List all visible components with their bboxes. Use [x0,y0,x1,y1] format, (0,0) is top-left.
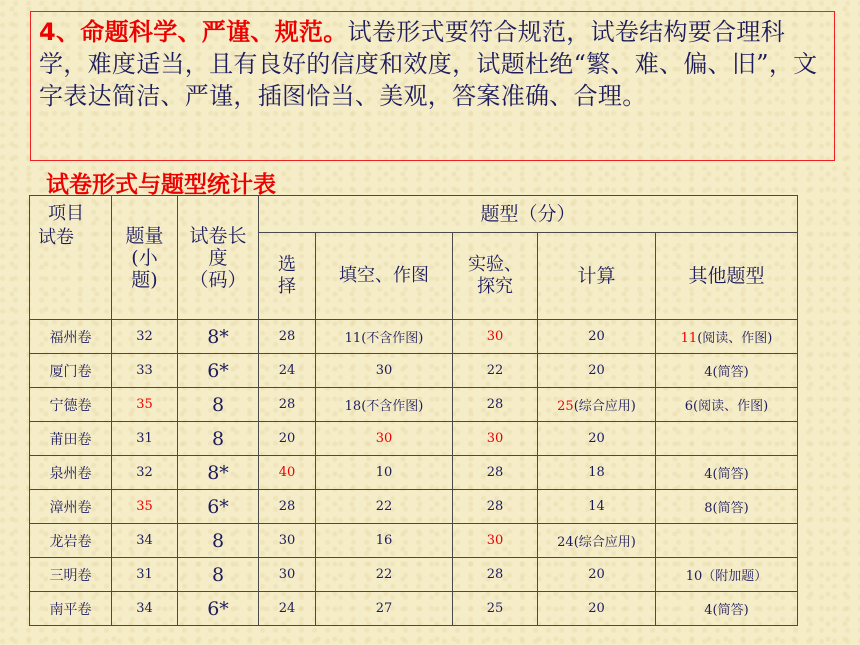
table-row [30,354,798,388]
row-count: 35 [112,388,178,422]
row-count: 32 [112,320,178,354]
row-fill: 30 [316,354,453,388]
row-name: 漳州卷 [30,490,112,524]
row-name: 泉州卷 [30,456,112,490]
header-types-group: 题型（分） [259,196,798,233]
row-other: 6(阅读、作图) [656,388,798,422]
row-calc: 24(综合应用) [538,524,656,558]
table-title: 试卷形式与题型统计表 [46,172,276,198]
intro-text-box [30,11,835,161]
row-count: 31 [112,558,178,592]
corner-bottom: 试卷 [38,227,74,248]
row-length: 6* [178,490,259,524]
row-fill: 11(不含作图) [316,320,453,354]
header-experiment: 实验、探究 [453,233,538,320]
row-experiment: 28 [453,388,538,422]
table-row [30,524,798,558]
row-count: 35 [112,490,178,524]
row-other [656,422,798,456]
row-fill: 22 [316,558,453,592]
row-length: 8* [178,320,259,354]
row-experiment: 25 [453,592,538,626]
row-choice: 28 [259,388,316,422]
row-count: 34 [112,524,178,558]
row-name: 厦门卷 [30,354,112,388]
row-calc [538,388,656,422]
header-length: 试卷长度（码） [178,196,259,320]
row-choice: 24 [259,592,316,626]
row-length: 8 [178,388,259,422]
row-choice: 28 [259,490,316,524]
row-choice: 24 [259,354,316,388]
row-experiment: 30 [453,524,538,558]
row-name: 宁德卷 [30,388,112,422]
row-other-num: 11 [680,331,698,346]
row-calc: 18 [538,456,656,490]
row-experiment: 28 [453,558,538,592]
row-calc: 20 [538,320,656,354]
header-choice: 选择 [259,233,316,320]
row-count: 34 [112,592,178,626]
row-name: 福州卷 [30,320,112,354]
row-fill: 22 [316,490,453,524]
intro-lead: 4、命题科学、严谨、规范。 [39,18,348,46]
row-experiment: 28 [453,490,538,524]
row-length: 6* [178,354,259,388]
row-experiment: 30 [453,422,538,456]
table-row [30,592,798,626]
row-other-text: (阅读、作图) [697,331,773,346]
row-name: 龙岩卷 [30,524,112,558]
row-other: 4(简答) [656,354,798,388]
row-fill: 16 [316,524,453,558]
row-experiment: 22 [453,354,538,388]
table-row [30,490,798,524]
row-calc: 14 [538,490,656,524]
row-name: 南平卷 [30,592,112,626]
row-choice: 20 [259,422,316,456]
row-count: 31 [112,422,178,456]
row-calc-text: (综合应用) [573,399,636,414]
row-count: 33 [112,354,178,388]
row-calc: 20 [538,354,656,388]
row-length: 8* [178,456,259,490]
corner-top: 项目 [48,203,84,224]
header-fill: 填空、作图 [316,233,453,320]
row-fill: 27 [316,592,453,626]
row-other [656,524,798,558]
row-choice: 40 [259,456,316,490]
row-name: 莆田卷 [30,422,112,456]
header-count: 题量(小题) [112,196,178,320]
row-other: 8(简答) [656,490,798,524]
corner-header [30,196,112,320]
row-calc: 20 [538,558,656,592]
row-length: 8 [178,422,259,456]
row-fill: 10 [316,456,453,490]
table-row [30,558,798,592]
row-calc: 20 [538,592,656,626]
intro-body: 试卷形式要符合规范，试卷结构要合理科学，难度适当，且有良好的信度和效度，试题杜绝“繁、难、偏、旧”，文字表达简洁、严谨，插图恰当、美观，答案准确、合理。 [39,18,818,110]
row-choice: 30 [259,524,316,558]
row-length: 6* [178,592,259,626]
row-other: 4(简答) [656,456,798,490]
row-name: 三明卷 [30,558,112,592]
row-choice: 30 [259,558,316,592]
header-other: 其他题型 [656,233,798,320]
row-other: 4(简答) [656,592,798,626]
row-count: 32 [112,456,178,490]
table-row [30,422,798,456]
row-calc: 20 [538,422,656,456]
table-row [30,388,798,422]
header-calc: 计算 [538,233,656,320]
row-length: 8 [178,558,259,592]
row-length: 8 [178,524,259,558]
row-other [656,320,798,354]
row-choice: 28 [259,320,316,354]
stats-table [29,195,798,626]
row-experiment: 28 [453,456,538,490]
row-fill: 30 [316,422,453,456]
table-row [30,456,798,490]
row-calc-num: 25 [557,399,574,414]
row-fill: 18(不含作图) [316,388,453,422]
table-row [30,320,798,354]
row-other: 10（附加题） [656,558,798,592]
row-experiment: 30 [453,320,538,354]
